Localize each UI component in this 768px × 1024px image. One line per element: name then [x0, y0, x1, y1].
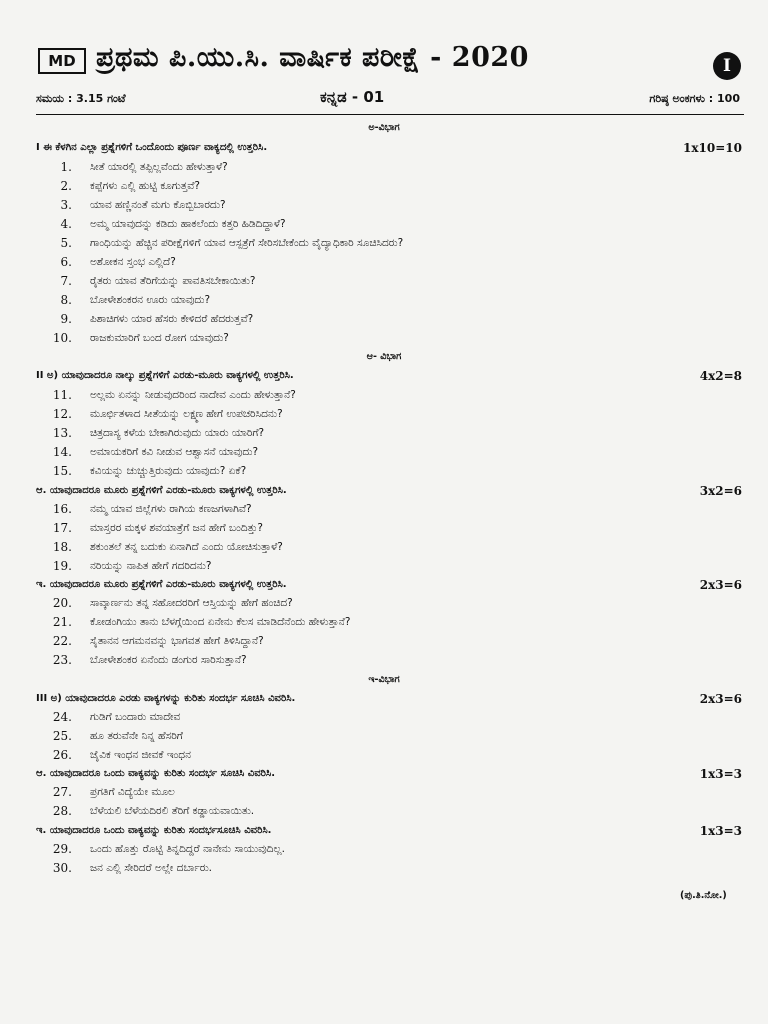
question-row — [0, 651, 768, 669]
question-number: 19. — [52, 559, 72, 573]
question-text: ಕೋಡಂಗಿಯು ತಾನು ಬೆಳಗ್ಗೆಯಿಂದ ಏನೇನು ಕೆಲಸ ಮಾಡಿದೆನೆಂದು ಹೇಳುತ್ತಾನೆ? — [90, 616, 351, 628]
question-text: ಯಾವ ಹಣ್ಣಿನಂತೆ ಮಗು ಕೊಬ್ಬಿಬಾರದು? — [90, 199, 226, 211]
question-row — [0, 840, 768, 858]
question-text: ನರಿಯನ್ನು ನಾಪಿತ ಹೇಗೆ ಗದರಿದನು? — [90, 560, 212, 572]
question-text: ಜನ ಎಲ್ಲಿ ಸೇರಿದರೆ ಅಲ್ಲೇ ದರ್ಬಾರು. — [90, 862, 212, 874]
max-marks: ಗರಿಷ್ಠ ಅಂಕಗಳು : 100 — [649, 92, 740, 105]
question-number: 15. — [52, 464, 72, 478]
question-text: ಗಾಂಧಿಯನ್ನು ಹೆಚ್ಚಿನ ಪರೀಕ್ಷೆಗಳಿಗೆ ಯಾವ ಆಸ್ಪತ್ರೆಗೆ ಸೇರಿಸಬೇಕೆಂದು ವೈದ್ಯಾಧಿಕಾರಿ ಸೂಚಿಸಿದರು? — [90, 237, 404, 249]
question-row — [0, 783, 768, 801]
question-row — [0, 538, 768, 556]
question-text: ಸೀತೆ ಯಾರಲ್ಲಿ ತಪ್ಪಿಲ್ಲವೆಂದು ಹೇಳುತ್ತಾಳೆ? — [90, 161, 228, 173]
question-text: ರೈತರು ಯಾವ ತೆರಿಗೆಯನ್ನು ಪಾವತಿಸಬೇಕಾಯಿತು? — [90, 275, 256, 287]
question-number: 28. — [52, 804, 72, 818]
question-row — [0, 557, 768, 575]
question-number: 17. — [52, 521, 72, 535]
question-row — [0, 746, 768, 764]
marks-label: 1x3=3 — [699, 767, 742, 781]
instruction-row — [0, 482, 768, 500]
question-row — [0, 272, 768, 290]
question-text: ಬೋಳೇಶಂಕರ ಏನೆಂದು ಡಂಗುರ ಸಾರಿಸುತ್ತಾನೆ? — [90, 654, 247, 666]
question-number: 11. — [52, 388, 72, 402]
instruction-text: ಇ. ಯಾವುದಾದರೂ ಒಂದು ವಾಕ್ಯವನ್ನು ಕುರಿತು ಸಂದರ್ಭಸೂಚಿಸಿ ವಿವರಿಸಿ. — [36, 825, 272, 836]
instruction-text: I ಈ ಕೆಳಗಿನ ಎಲ್ಲಾ ಪ್ರಶ್ನೆಗಳಿಗೆ ಒಂದೊಂದು ಪೂರ್ಣ ವಾಕ್ಯದಲ್ಲಿ ಉತ್ತರಿಸಿ. — [36, 142, 268, 153]
marks-label: 3x2=6 — [699, 484, 742, 498]
page-turn-note: (ಪು.ತಿ.ನೋ.) — [680, 890, 727, 901]
question-number: 4. — [60, 217, 72, 231]
question-row — [0, 310, 768, 328]
question-row — [0, 386, 768, 404]
question-text: ಗುಡಿಗೆ ಬಂದಾರು ಮಾದೇವ — [90, 711, 181, 723]
question-number: 25. — [52, 729, 72, 743]
exam-title: ಪ್ರಥಮ ಪಿ.ಯು.ಸಿ. ವಾರ್ಷಿಕ ಪರೀಕ್ಷೆ - 2020 — [96, 42, 529, 73]
question-text: ಅಶೋಕನ ಸ್ತಂಭ ಎಲ್ಲಿದೆ? — [90, 256, 176, 268]
question-number: 2. — [60, 179, 72, 193]
question-row — [0, 253, 768, 271]
question-text: ಹೂ ತರುವೆನೇ ನಿನ್ನ ಹೆಸರಿಗೆ — [90, 730, 183, 742]
instruction-text: II ಅ) ಯಾವುದಾದರೂ ನಾಲ್ಕು ಪ್ರಶ್ನೆಗಳಿಗೆ ಎರಡು-ಮೂರು ವಾಕ್ಯಗಳಲ್ಲಿ ಉತ್ತರಿಸಿ. — [36, 370, 294, 381]
instruction-text: ಆ. ಯಾವುದಾದರೂ ಒಂದು ವಾಕ್ಯವನ್ನು ಕುರಿತು ಸಂದರ್ಭ ಸೂಚಿಸಿ ವಿವರಿಸಿ. — [36, 768, 276, 779]
section-heading-b: ಆ- ವಿಭಾಗ — [366, 351, 402, 362]
question-text: ನಮ್ಮ ಯಾವ ಜಿಲ್ಲೆಗಳು ರಾಗಿಯ ಕಣಜಗಳಾಗಿವೆ? — [90, 503, 252, 515]
question-number: 30. — [52, 861, 72, 875]
question-text: ಅಮ್ಮ ಯಾವುದನ್ನು ಕಡಿದು ಹಾಕಲೆಂದು ಕತ್ತರಿ ಹಿಡಿದಿದ್ದಾಳೆ? — [90, 218, 286, 230]
instruction-row — [0, 576, 768, 594]
exam-subject: ಕನ್ನಡ - 01 — [320, 88, 385, 106]
question-number: 14. — [52, 445, 72, 459]
question-row — [0, 727, 768, 745]
instruction-text: ಆ. ಯಾವುದಾದರೂ ಮೂರು ಪ್ರಶ್ನೆಗಳಿಗೆ ಎರಡು-ಮೂರು ವಾಕ್ಯಗಳಲ್ಲಿ ಉತ್ತರಿಸಿ. — [36, 485, 287, 496]
question-number: 23. — [52, 653, 72, 667]
question-row — [0, 424, 768, 442]
question-number: 3. — [60, 198, 72, 212]
instruction-row — [0, 367, 768, 385]
marks-label: 1x3=3 — [699, 824, 742, 838]
question-text: ಸಾವ್ಕಾರ್ಣನು ತನ್ನ ಸಹೋದರರಿಗೆ ಆಸ್ತಿಯನ್ನು ಹೇಗೆ ಹಂಚಿದ? — [90, 597, 293, 609]
question-number: 26. — [52, 748, 72, 762]
question-row — [0, 234, 768, 252]
section-heading-a: ಅ-ವಿಭಾಗ — [368, 122, 400, 133]
instruction-row — [0, 765, 768, 783]
question-number: 13. — [52, 426, 72, 440]
question-number: 8. — [60, 293, 72, 307]
question-row — [0, 291, 768, 309]
question-number: 12. — [52, 407, 72, 421]
instruction-text: ಇ. ಯಾವುದಾದರೂ ಮೂರು ಪ್ರಶ್ನೆಗಳಿಗೆ ಎರಡು-ಮೂರು ವಾಕ್ಯಗಳಲ್ಲಿ ಉತ್ತರಿಸಿ. — [36, 579, 287, 590]
version-badge: I — [713, 52, 741, 80]
question-row — [0, 708, 768, 726]
question-row — [0, 443, 768, 461]
question-text: ಒಂದು ಹೊತ್ತು ರೊಟ್ಟಿ ತಿನ್ನದಿದ್ದರೆ ನಾನೇನು ಸಾಯುವುದಿಲ್ಲ. — [90, 843, 285, 855]
question-row — [0, 177, 768, 195]
question-row — [0, 196, 768, 214]
question-number: 1. — [60, 160, 72, 174]
paper-code-box: MD — [38, 48, 86, 74]
marks-label: 2x3=6 — [699, 692, 742, 706]
instruction-text: III ಅ) ಯಾವುದಾದರೂ ಎರಡು ವಾಕ್ಯಗಳನ್ನು ಕುರಿತು ಸಂದರ್ಭ ಸೂಚಿಸಿ ವಿವರಿಸಿ. — [36, 693, 296, 704]
question-number: 7. — [60, 274, 72, 288]
question-text: ಸೈತಾನನ ಆಗಮನವನ್ನು ಭಾಗವತ ಹೇಗೆ ತಿಳಿಸಿದ್ದಾನೆ? — [90, 635, 264, 647]
question-text: ಅಲ್ಲಮ ಏನನ್ನು ನೀಡುವುದರಿಂದ ನಾದೇವ ಎಂದು ಹೇಳುತ್ತಾನೆ? — [90, 389, 296, 401]
exam-time: ಸಮಯ : 3.15 ಗಂಟೆ — [36, 92, 126, 105]
question-row — [0, 405, 768, 423]
question-number: 24. — [52, 710, 72, 724]
question-row — [0, 329, 768, 347]
header-divider — [36, 114, 744, 115]
question-text: ಕವಿಯನ್ನು ಚುಚ್ಚುತ್ತಿರುವುದು ಯಾವುದು? ಏಕೆ? — [90, 465, 247, 477]
question-number: 6. — [60, 255, 72, 269]
question-text: ಪ್ರಗತಿಗೆ ವಿದ್ಯೆಯೇ ಮೂಲ — [90, 786, 175, 798]
marks-label: 1x10=10 — [683, 141, 742, 155]
section-heading-c: ಇ-ವಿಭಾಗ — [368, 674, 400, 685]
question-number: 22. — [52, 634, 72, 648]
question-row — [0, 594, 768, 612]
marks-label: 4x2=8 — [699, 369, 742, 383]
question-row — [0, 802, 768, 820]
marks-label: 2x3=6 — [699, 578, 742, 592]
question-text: ಮೂರ್ಛಿತಳಾದ ಸೀತೆಯನ್ನು ಲಕ್ಷ್ಮಣ ಹೇಗೆ ಉಪಚರಿಸಿದನು? — [90, 408, 283, 420]
question-row — [0, 632, 768, 650]
question-row — [0, 462, 768, 480]
question-number: 5. — [60, 236, 72, 250]
question-row — [0, 215, 768, 233]
question-text: ಚಿತ್ರದಾಸ್ಯ ಕಳೆಯ ಬೇಕಾಗಿರುವುದು ಯಾರು ಯಾರಿಗೆ? — [90, 427, 265, 439]
question-text: ಮಾಸ್ತರರ ಮಕ್ಕಳ ಶವಯಾತ್ರೆಗೆ ಜನ ಹೇಗೆ ಬಂದಿತ್ತು? — [90, 522, 263, 534]
question-text: ಅಮಾಯಕರಿಗೆ ಕವಿ ನೀಡುವ ಆಶ್ವಾಸನೆ ಯಾವುದು? — [90, 446, 259, 458]
instruction-row — [0, 690, 768, 708]
question-text: ಕಪ್ಪೆಗಳು ಎಲ್ಲಿ ಹುಟ್ಟಿ ಕೂಗುತ್ತವೆ? — [90, 180, 200, 192]
question-number: 21. — [52, 615, 72, 629]
question-row — [0, 500, 768, 518]
question-number: 9. — [60, 312, 72, 326]
question-text: ಶಕುಂತಲೆ ತನ್ನ ಬದುಕು ಏನಾಗಿದೆ ಎಂದು ಯೋಚಿಸುತ್ತಾಳೆ? — [90, 541, 283, 553]
question-row — [0, 859, 768, 877]
question-row — [0, 519, 768, 537]
question-text: ಬೋಳೇಶಂಕರನ ಊರು ಯಾವುದು? — [90, 294, 211, 306]
question-number: 16. — [52, 502, 72, 516]
question-row — [0, 613, 768, 631]
question-text: ರಾಜಕುಮಾರಿಗೆ ಬಂದ ರೋಗ ಯಾವುದು? — [90, 332, 229, 344]
question-number: 10. — [52, 331, 72, 345]
question-row — [0, 158, 768, 176]
instruction-row — [0, 822, 768, 840]
question-number: 18. — [52, 540, 72, 554]
question-number: 27. — [52, 785, 72, 799]
question-text: ಬೆಳೆಯಲಿ ಬೆಳೆಯದಿರಲಿ ತೆರಿಗೆ ಕಡ್ಡಾಯವಾಯಿತು. — [90, 805, 255, 817]
question-number: 20. — [52, 596, 72, 610]
question-text: ಜೈವಿಕ ಇಂಧನ ಜೀವಕೆ ಇಂಧನ — [90, 749, 191, 761]
question-number: 29. — [52, 842, 72, 856]
instruction-row — [0, 139, 768, 157]
question-text: ಪಿಶಾಚಿಗಳು ಯಾರ ಹೆಸರು ಕೇಳಿದರೆ ಹೆದರುತ್ತವೆ? — [90, 313, 254, 325]
